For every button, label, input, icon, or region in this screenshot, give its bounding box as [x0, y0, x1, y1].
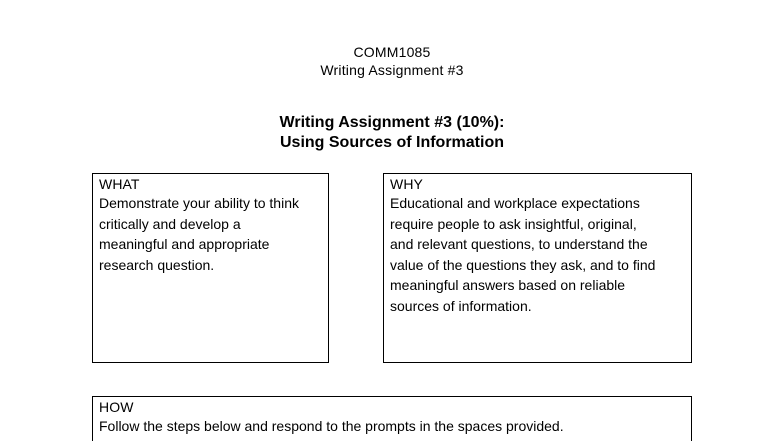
- what-heading: WHAT: [99, 176, 140, 192]
- why-body: Educational and workplace expectations require people to ask insightful, original, and relevant questions, to understand the value of the questions they ask, and to find meaningful answers based on reliable sources of information.: [390, 195, 656, 314]
- why-box: [383, 173, 692, 363]
- why-heading: WHY: [390, 176, 423, 192]
- assignment-subtitle: Writing Assignment #3: [320, 62, 464, 78]
- how-box: [92, 396, 692, 441]
- how-heading: HOW: [99, 399, 134, 415]
- course-code: COMM1085: [353, 44, 431, 60]
- how-body: Follow the steps below and respond to the prompts in the spaces provided.: [99, 418, 564, 434]
- what-body: Demonstrate your ability to think critically and develop a meaningful and appropriate research question.: [99, 195, 299, 273]
- document-title-line-2: Using Sources of Information: [279, 134, 504, 151]
- document-title-line-1: Writing Assignment #3 (10%):: [279, 114, 505, 131]
- what-box: [92, 173, 329, 363]
